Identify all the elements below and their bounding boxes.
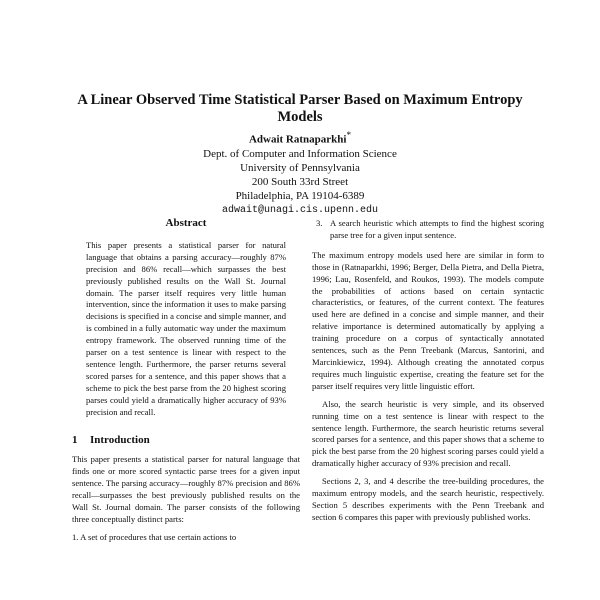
abstract-body (72, 240, 300, 419)
list-item-text: A search heuristic which attempts to find the highest scoring parse tree for a given input sentence. (330, 218, 544, 240)
introduction-list-item-cut: 1. A set of procedures that use certain actions to (72, 531, 237, 542)
author-street: 200 South 33rd Street (251, 176, 349, 189)
section-number: 1 (72, 433, 78, 446)
section-heading-introduction (72, 435, 300, 447)
list-marker: 3. (316, 218, 323, 228)
author-university: University of Pennsylvania (240, 162, 360, 175)
body-paragraph: Sections 2, 3, and 4 describe the tree-building procedures, the maximum entropy models, and the search heuristic, respectively. Section 5 describes experiments with the Penn Treebank and section 6 compares this paper with previously published works. (312, 476, 544, 522)
body-paragraph: The maximum entropy models used here are similar in form to those in (Ratnaparkhi, 1996; Berger, Della Pietra, and Della Pietra, 1996; Lau, Rosenfeld, and Roukos, 1993). The models compute the probabilities of actions based on certain syntactic characteristics, or features, of the current context. The features used here are defined in a concise and simple manner, and their relative importance is determined automatically by applying a training procedure on a corpus of syntactically annotated sentences, such as the Penn Treebank (Marcus, Santorini, and Marcinkiewicz, 1994). Although creating the annotated corpus requires much linguistic expertise, creating the feature set for the parser itself requires very little linguistic effort. (312, 249, 544, 391)
author-block (150, 128, 450, 218)
author-email: adwait@unagi.cis.upenn.edu (221, 204, 379, 216)
author-footnote-mark: * (346, 130, 352, 140)
abstract-text: This paper presents a statistical parser for natural language that obtains a parsing accuracy—roughly 87% precision and 86% recall—which surpasses the best previously published results on the Wall St. Journal domain. The parser itself requires very little human intervention, since the information it uses to make parsing decisions is specified in a concise and simple manner, and is combined in a fully automatic way under the maximum entropy framework. The observed running time of the parser on a test sentence is linear with respect to the sentence length. Furthermore, the parser returns several scored parses for a sentence, and this paper shows that a scheme to pick the best parse from the 20 highest scoring parses could yield a dramatically higher accuracy of 93% precision and recall. (86, 239, 286, 417)
list-item (312, 218, 544, 242)
author-department: Dept. of Computer and Information Science (203, 147, 397, 160)
author-line (150, 128, 450, 147)
section-title: Introduction (90, 433, 150, 446)
introduction-paragraph: This paper presents a statistical parser for natural language that finds one or more scored syntactic parse trees for a given input sentence. The parsing accuracy—roughly 87% precision and 86% recall—surpasses the best previously published results on the Wall St. Journal domain. The parser consists of the following three conceptually distinct parts: (72, 454, 300, 524)
body-paragraph: Also, the search heuristic is very simple, and its observed running time on a test sentence is linear with respect to the sentence length. Furthermore, the search heuristic returns several scored parses for a sentence, and this paper shows that a scheme to pick the best parse from the 20 highest scoring parses could yield a dramatically higher accuracy of 93% precision and recall. (312, 398, 544, 469)
abstract-heading: Abstract (165, 217, 207, 229)
left-column (72, 218, 300, 550)
right-column (312, 218, 544, 530)
author-name: Adwait Ratnaparkhi (248, 133, 347, 146)
author-city: Philadelphia, PA 19104-6389 (235, 190, 365, 203)
paper-title: A Linear Observed Time Statistical Parser Based on Maximum Entropy Models (77, 92, 523, 125)
